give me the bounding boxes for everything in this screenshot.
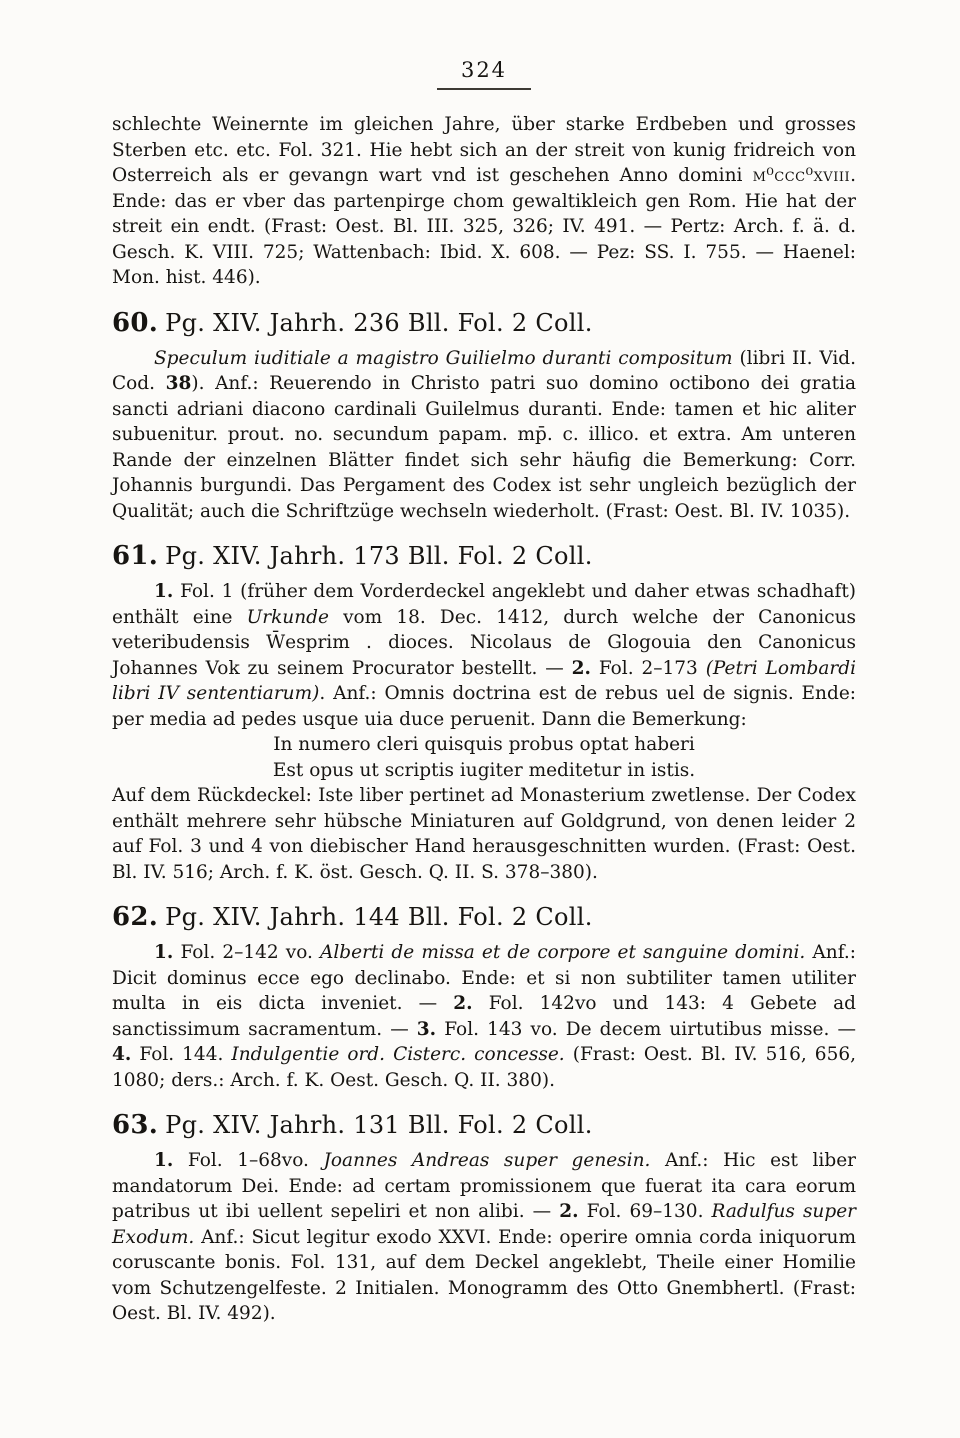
page-number-rule [437, 88, 531, 90]
entry-63-heading-text: Pg. XIV. Jahrh. 131 Bll. Fol. 2 Coll. [165, 1111, 593, 1139]
entry-63-number: 63. [112, 1110, 159, 1140]
entry-61-paragraph-1: 1. Fol. 1 (früher dem Vorderdeckel angeklebt und daher etwas schadhaft) enthält eine Urkunde vom 18. Dec. 1412, durch welche der Canonicus veteribudensis W̄esprim . dioces. Nicolaus de Glogouia den Canonicus Johannes Vok zu seinem Procurator bestellt. — 2. Fol. 2–173 (Petri Lombardi libri IV sententiarum). Anf.: Omnis doctrina est de rebus uel de signis. Ende: per media ad pedes usque uia duce peruenit. Dann die Bemerkung: [112, 581, 856, 730]
page-header [112, 58, 856, 90]
entry-61-heading [112, 541, 856, 571]
page-body [112, 112, 856, 1327]
entry-63-heading [112, 1110, 856, 1140]
entry-61 [112, 541, 856, 885]
entry-62-paragraph: 1. Fol. 2–142 vo. Alberti de missa et de corpore et sanguine domini. Anf.: Dicit dominus ecce ego declinabo. Ende: et si non subtiliter tamen utiliter multa in eis dicta inveniet. — 2. Fol. 142vo und 143: 4 Gebete ad sanctissimum sacramentum. — 3. Fol. 143 vo. De decem uirtutibus misse. — 4. Fol. 144. Indulgentie ord. Cisterc. concesse. (Frast: Oest. Bl. IV. 516, 656, 1080; ders.: Arch. f. K. Oest. Gesch. Q. II. 380). [112, 942, 857, 1091]
entry-62-number: 62. [112, 902, 159, 932]
entry-63 [112, 1110, 856, 1327]
paragraph-continuation: schlechte Weinernte im gleichen Jahre, über starke Erdbeben und grosses Sterben etc. etc. Fol. 321. Hie hebt sich an der streit von kunig fridreich von Osterreich als er gevangn wart vnd ist geschehen Anno domini m⁰ccc⁰xviii. Ende: das er vber das partenpirge chom gewaltikleich gen Rom. Hie hat der streit ein endt. (Frast: Oest. Bl. III. 325, 326; IV. 491. — Pertz: Arch. f. ä. d. Gesch. K. VIII. 725; Wattenbach: Ibid. X. 608. — Pez: SS. I. 755. — Haenel: Mon. hist. 446). [112, 114, 856, 288]
entry-61-verse-line-2: Est opus ut scriptis iugiter meditetur in istis. [272, 759, 696, 781]
entry-60-heading-text: Pg. XIV. Jahrh. 236 Bll. Fol. 2 Coll. [165, 308, 593, 337]
entry-61-number: 61. [112, 541, 159, 571]
entry-61-heading-text: Pg. XIV. Jahrh. 173 Bll. Fol. 2 Coll. [165, 542, 593, 570]
entry-60-number: 60. [112, 307, 159, 338]
entry-61-verse-line-1: In numero cleri quisquis probus optat haberi [273, 734, 695, 755]
entry-60-paragraph: Speculum iuditiale a magistro Guilielmo duranti compositum (libri II. Vid. Cod. 38). Anf.: Reuerendo in Christo patri suo domino octibono dei gratia sancti adriani diacono cardinali Guilelmus duranti. Ende: tamen et hic aliter subuenitur. prout. no. secundum papam. mp̄. c. illico. et extra. Am unteren Rande der einzelnen Blätter findet sich sehr häufig die Bemerkung: Corr. Johannis burgundi. Das Pergament des Codex ist sehr ungleich bezüglich der Qualität; auch die Schriftzüge wechseln wiederholt. (Frast: Oest. Bl. IV. 1035). [112, 347, 856, 522]
entry-62 [112, 902, 856, 1093]
entry-60-heading [112, 308, 856, 338]
entry-62-heading [112, 902, 856, 932]
entry-61-paragraph-2: Auf dem Rückdeckel: Iste liber pertinet ad Monasterium zwetlense. Der Codex enthält mehrere sehr hübsche Miniaturen auf Goldgrund, von denen leider 2 auf Fol. 3 und 4 von diebischer Hand herausgeschnitten wurden. (Frast: Oest. Bl. IV. 516; Arch. f. K. öst. Gesch. Q. II. S. 378–380). [112, 785, 856, 883]
entry-60 [112, 308, 856, 525]
page-number: 324 [460, 58, 508, 82]
entry-62-heading-text: Pg. XIV. Jahrh. 144 Bll. Fol. 2 Coll. [165, 903, 593, 931]
entry-63-paragraph: 1. Fol. 1–68vo. Joannes Andreas super genesin. Anf.: Hic est liber mandatorum Dei. Ende: ad certam promissionem que fuerat ita cara eorum patribus ut ibi uellent sepeliri et non alibi. — 2. Fol. 69–130. Radulfus super Exodum. Anf.: Sicut legitur exodo XXVI. Ende: operire omnia corda iniquorum coruscante bonis. Fol. 131, auf dem Deckel angeklebt, Theile einer Homilie vom Schutzengelfeste. 2 Initialen. Monogramm des Otto Gnembhertl. (Frast: Oest. Bl. IV. 492). [112, 1150, 856, 1324]
